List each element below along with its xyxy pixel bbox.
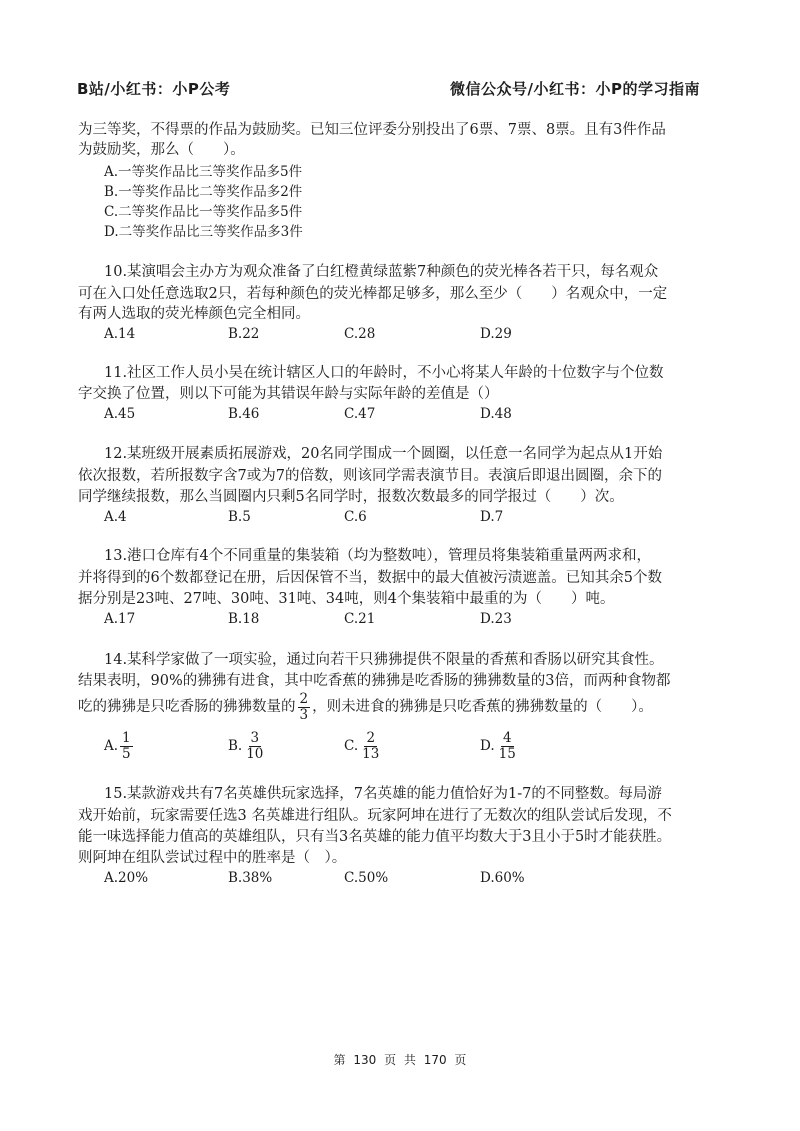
fraction-denominator: 10 <box>246 746 264 762</box>
q10-line-1: 10.某演唱会主办方为观众准备了白红橙黄绿蓝紫7种颜色的荧光棒各若干只，每名观众 <box>104 264 659 280</box>
q14-inline-fraction <box>298 692 311 723</box>
fraction-numerator: 2 <box>299 690 309 707</box>
q12-line-3: 同学继续报数，那么当圆圈内只剩5名同学时，报数次数最多的同学报过（ ）次。 <box>78 489 624 505</box>
q12-option-a: A.4 <box>104 509 127 525</box>
q14-line-2: 结果表明，90%的狒狒有进食，其中吃香蕉的狒狒是吃香肠的狒狒数量的3倍，而两种食物都 <box>78 673 671 689</box>
q11-option-d: D.48 <box>480 406 512 422</box>
q12-line-2: 依次报数，若所报数字含7或为7的倍数，则该同学需表演节目。表演后即退出圆圈，余下的 <box>78 468 662 484</box>
q9-line-1: 为三等奖，不得票的作品为鼓励奖。已知三位评委分别投出了6票、7票、8票。且有3件作品 <box>78 122 666 138</box>
q12-option-b: B.5 <box>228 509 251 525</box>
q10-option-a: A.14 <box>104 326 136 342</box>
option-label: C. <box>344 738 359 754</box>
option-fraction <box>244 731 265 762</box>
q11-option-c: C.47 <box>344 406 376 422</box>
fraction-denominator: 3 <box>299 706 309 723</box>
q15-option-d: D.60% <box>480 870 525 886</box>
q13-line-1: 13.港口仓库有4个不同重量的集装箱（均为整数吨），管理员将集装箱重量两两求和， <box>104 548 652 564</box>
q13-line-2: 并将得到的6个数都登记在册，后因保管不当，数据中的最大值被污渍遮盖。已知其余5个数 <box>78 570 662 586</box>
q11-line-1: 11.社区工作人员小吴在统计辖区人口的年龄时，不小心将某人年龄的十位数字与个位数 <box>104 365 664 381</box>
fraction-denominator: 5 <box>122 746 131 762</box>
q13-option-a: A.17 <box>104 611 136 627</box>
q14-option-c <box>344 728 383 764</box>
q10-line-3: 有两人选取的荧光棒颜色完全相同。 <box>78 306 310 322</box>
q15-line-4: 则阿坤在组队尝试过程中的胜率是（ ）。 <box>78 850 347 866</box>
q15-line-2: 戏开始前，玩家需要任选3 名英雄进行组队。玩家阿坤在进行了无数次的组队尝试后发现，不 <box>78 808 672 824</box>
q11-line-2: 字交换了位置，则以下可能为其错误年龄与实际年龄的差值是（） <box>78 386 499 402</box>
option-label: A. <box>104 738 119 754</box>
fraction-denominator: 13 <box>362 746 380 762</box>
q14-option-a <box>104 728 135 764</box>
option-fraction <box>497 731 518 762</box>
fraction-numerator: 1 <box>122 730 131 746</box>
q9-option-a: A.一等奖作品比三等奖作品多5件 <box>104 164 303 180</box>
q9-option-d: D.二等奖作品比三等奖作品多3件 <box>104 224 303 240</box>
q12-option-d: D.7 <box>480 509 504 525</box>
header-right: 微信公众号/小红书：小P的学习指南 <box>450 80 700 98</box>
q13-option-b: B.18 <box>228 611 260 627</box>
q15-option-c: C.50% <box>344 870 389 886</box>
option-fraction <box>360 731 381 762</box>
header-left: B站/小红书：小P公考 <box>77 80 231 98</box>
q14-line-3 <box>78 688 653 726</box>
fraction-denominator: 15 <box>498 746 516 762</box>
q9-option-b: B.一等奖作品比二等奖作品多2件 <box>104 184 303 200</box>
q14-line-1: 14.某科学家做了一项实验，通过向若干只狒狒提供不限量的香蕉和香肠以研究其食性。 <box>104 652 664 668</box>
page-number-footer: 第 130 页 共 170 页 <box>333 1053 467 1067</box>
q14-option-b <box>228 728 267 764</box>
q9-option-c: C.二等奖作品比一等奖作品多5件 <box>104 204 303 220</box>
q13-line-3: 据分别是23吨、27吨、30吨、31吨、34吨，则4个集装箱中最重的为（ ）吨。 <box>78 591 615 607</box>
option-label: B. <box>228 738 243 754</box>
q15-line-1: 15.某款游戏共有7名英雄供玩家选择，7名英雄的能力值恰好为1-7的不同整数。每局游 <box>104 786 662 802</box>
q11-option-b: B.46 <box>228 406 260 422</box>
fraction-numerator: 4 <box>502 730 512 746</box>
q15-option-b: B.38% <box>228 870 273 886</box>
q10-option-c: C.28 <box>344 326 376 342</box>
q14-line-3-post: ，则未进食的狒狒是只吃香蕉的狒狒数量的（ ）。 <box>312 699 653 715</box>
fraction-numerator: 2 <box>366 730 376 746</box>
q12-line-1: 12.某班级开展素质拓展游戏，20名同学围成一个圆圈，以任意一名同学为起点从1开始 <box>104 446 663 462</box>
q13-option-d: D.23 <box>480 611 512 627</box>
q9-line-2: 为鼓励奖，那么（ ）。 <box>78 142 245 158</box>
q10-option-b: B.22 <box>228 326 260 342</box>
option-fraction <box>120 731 133 762</box>
fraction-numerator: 3 <box>250 730 260 746</box>
q10-option-d: D.29 <box>480 326 512 342</box>
q12-option-c: C.6 <box>344 509 367 525</box>
q11-option-a: A.45 <box>104 406 136 422</box>
q13-option-c: C.21 <box>344 611 376 627</box>
q15-line-3: 能一味选择能力值高的英雄组队，只有当3名英雄的能力值平均数大于3且小于5时才能获胜。 <box>78 829 672 845</box>
q10-line-2: 可在入口处任意选取2只，若每种颜色的荧光棒都足够多，那么至少（ ）名观众中，一定 <box>78 286 668 302</box>
q14-option-d <box>480 728 520 764</box>
q14-line-3-pre: 吃的狒狒是只吃香肠的狒狒数量的 <box>78 699 296 715</box>
q15-option-a: A.20% <box>104 870 149 886</box>
option-label: D. <box>480 738 495 754</box>
